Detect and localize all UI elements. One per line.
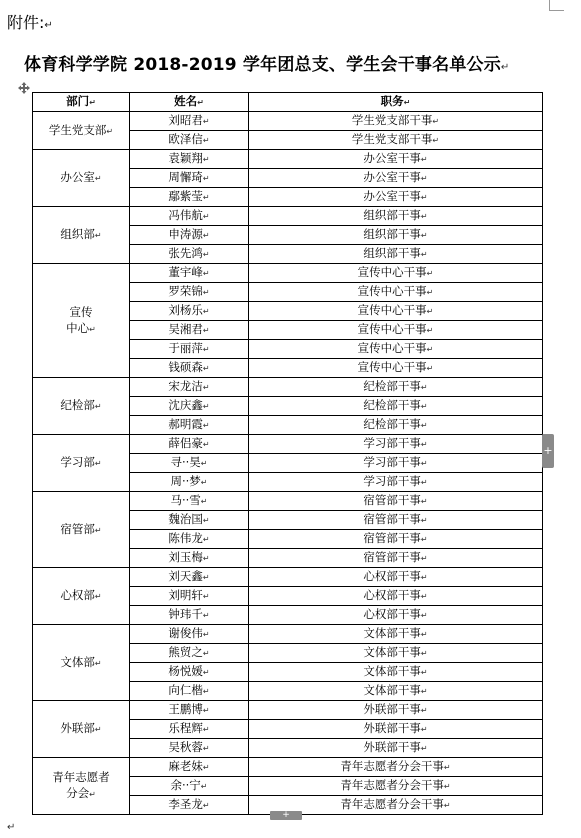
table-row	[33, 625, 543, 644]
page-corner-mark	[549, 0, 564, 11]
move-icon[interactable]	[18, 82, 30, 94]
paragraph-mark: ↵	[202, 383, 210, 392]
name-text: 吴湘君	[168, 322, 203, 336]
paragraph-mark: ↵	[202, 212, 210, 221]
paragraph-mark: ↵	[420, 611, 428, 620]
position-cell	[249, 568, 543, 587]
position-text: 办公室干事	[363, 151, 421, 165]
dept-line: 中心	[66, 320, 90, 335]
header-name: 姓名↵	[130, 93, 249, 112]
paragraph-mark: ↵	[202, 174, 210, 183]
position-cell	[249, 321, 543, 340]
paragraph-mark: ↵	[202, 763, 210, 772]
paragraph-mark: ↵	[202, 193, 210, 202]
name-text: 乐程辉	[168, 721, 203, 735]
paragraph-mark: ↵	[420, 573, 428, 582]
paragraph-mark: ↵	[94, 658, 102, 668]
paragraph-mark: ↵	[420, 459, 428, 468]
position-text: 组织部干事	[363, 227, 421, 241]
position-text: 组织部干事	[363, 208, 421, 222]
position-text: 宣传中心干事	[357, 303, 427, 317]
name-cell	[130, 378, 249, 397]
paragraph-mark: ↵	[420, 630, 428, 639]
table-row	[33, 758, 543, 777]
paragraph-mark: ↵	[426, 345, 434, 354]
dept-cell	[33, 701, 130, 758]
position-cell	[249, 302, 543, 321]
dept-cell	[33, 207, 130, 264]
name-cell	[130, 739, 249, 758]
position-cell	[249, 131, 543, 150]
paragraph-mark: ↵	[420, 516, 428, 525]
name-text: 周懈琦	[168, 170, 203, 184]
paragraph-mark: ↵	[202, 421, 210, 430]
paragraph-mark: ↵	[202, 706, 210, 715]
name-text: 陈伟龙	[168, 531, 203, 545]
position-text: 青年志愿者分会干事	[340, 797, 444, 811]
position-text: 宣传中心干事	[357, 360, 427, 374]
paragraph-mark: ↵	[426, 288, 434, 297]
position-cell	[249, 150, 543, 169]
position-cell	[249, 435, 543, 454]
position-text: 学生党支部干事	[351, 132, 433, 146]
name-cell	[130, 416, 249, 435]
paragraph-mark: ↵	[202, 155, 210, 164]
name-text: 周··梦	[170, 474, 201, 488]
paragraph-mark: ↵	[420, 402, 428, 411]
paragraph-mark: ↵	[202, 231, 210, 240]
name-cell	[130, 454, 249, 473]
name-cell	[130, 568, 249, 587]
paragraph-mark: ↵	[202, 687, 210, 696]
paragraph-mark: ↵	[420, 592, 428, 601]
paragraph-mark: ↵	[500, 62, 510, 73]
name-cell	[130, 321, 249, 340]
name-text: 申涛源	[168, 227, 203, 241]
name-text: 张先鸿	[168, 246, 203, 260]
position-text: 文体部干事	[363, 626, 421, 640]
paragraph-mark: ↵	[420, 706, 428, 715]
name-cell	[130, 511, 249, 530]
position-cell	[249, 397, 543, 416]
name-cell	[130, 625, 249, 644]
name-text: 熊贸之	[168, 645, 203, 659]
paragraph-mark: ↵	[443, 801, 451, 810]
position-text: 学习部干事	[363, 474, 421, 488]
title-text: 体育科学学院 2018-2019 学年团总支、学生会干事名单公示	[24, 55, 501, 75]
position-text: 文体部干事	[363, 664, 421, 678]
paragraph-mark: ↵	[420, 193, 428, 202]
position-text: 宿管部干事	[363, 550, 421, 564]
name-text: 董宇峰	[168, 265, 203, 279]
plus-icon: +	[543, 444, 553, 457]
table-row	[33, 264, 543, 283]
paragraph-mark: ↵	[420, 155, 428, 164]
dept-cell	[33, 492, 130, 568]
position-cell	[249, 112, 543, 131]
name-text: 薛侣豪	[168, 436, 203, 450]
position-cell	[249, 644, 543, 663]
position-cell	[249, 264, 543, 283]
position-cell	[249, 492, 543, 511]
dept-label: 外联部	[60, 721, 95, 735]
name-cell	[130, 245, 249, 264]
paragraph-mark: ↵	[89, 790, 96, 799]
paragraph-mark: ↵	[7, 822, 16, 833]
name-text: 马··雪	[170, 493, 201, 507]
paragraph-mark: ↵	[200, 497, 208, 506]
name-text: 余··宁	[170, 778, 201, 792]
add-row-bottom-button[interactable]	[270, 811, 302, 820]
table-row	[33, 435, 543, 454]
name-cell	[130, 359, 249, 378]
position-cell	[249, 625, 543, 644]
paragraph-mark: ↵	[202, 725, 210, 734]
paragraph-mark: ↵	[202, 345, 210, 354]
dept-cell	[33, 568, 130, 625]
paragraph-mark: ↵	[426, 326, 434, 335]
name-cell	[130, 397, 249, 416]
roster-body	[33, 112, 543, 815]
name-cell	[130, 131, 249, 150]
paragraph-mark: ↵	[420, 421, 428, 430]
paragraph-mark: ↵	[202, 250, 210, 259]
name-text: 钱硕森	[168, 360, 203, 374]
paragraph-mark: ↵	[94, 525, 102, 535]
name-cell	[130, 663, 249, 682]
position-cell	[249, 473, 543, 492]
paragraph-mark: ↵	[202, 269, 210, 278]
position-cell	[249, 283, 543, 302]
dept-line: 分会	[66, 786, 90, 800]
paragraph-mark: ↵	[420, 383, 428, 392]
paragraph-mark: ↵	[200, 478, 208, 487]
paragraph-mark: ↵	[420, 250, 428, 259]
name-text: 刘杨乐	[168, 303, 203, 317]
header-position: 职务↵	[249, 93, 543, 112]
paragraph-mark: ↵	[94, 725, 102, 734]
name-cell	[130, 340, 249, 359]
paragraph-mark: ↵	[420, 212, 428, 221]
name-cell	[130, 587, 249, 606]
paragraph-mark: ↵	[426, 307, 434, 316]
dept-label: 纪检部	[60, 398, 95, 412]
position-text: 宣传中心干事	[357, 284, 427, 298]
name-text: 王鹏博	[168, 702, 203, 716]
name-text: 宋龙洁	[168, 379, 203, 393]
name-cell	[130, 644, 249, 663]
name-cell	[130, 283, 249, 302]
name-cell	[130, 226, 249, 245]
dept-line: 青年志愿者	[52, 770, 110, 784]
position-text: 宿管部干事	[363, 531, 421, 545]
name-text: 李圣龙	[168, 797, 203, 811]
paragraph-mark: ↵	[420, 478, 428, 487]
paragraph-mark: ↵	[202, 801, 210, 810]
name-text: 魏治国	[168, 512, 203, 526]
position-cell	[249, 340, 543, 359]
paragraph-mark: ↵	[420, 687, 428, 696]
table-row	[33, 701, 543, 720]
position-text: 文体部干事	[363, 645, 421, 659]
paragraph-mark: ↵	[202, 554, 210, 563]
position-cell	[249, 416, 543, 435]
dept-cell	[33, 625, 130, 701]
position-cell	[249, 663, 543, 682]
page-title	[24, 50, 510, 75]
position-cell	[249, 169, 543, 188]
position-cell	[249, 682, 543, 701]
position-text: 青年志愿者分会干事	[340, 778, 444, 792]
paragraph-mark: ↵	[432, 136, 440, 145]
name-text: 鄢紫莹	[168, 189, 203, 203]
dept-cell	[33, 112, 130, 150]
position-cell	[249, 587, 543, 606]
position-text: 办公室干事	[363, 189, 421, 203]
dept-cell	[33, 150, 130, 207]
name-cell	[130, 169, 249, 188]
name-cell	[130, 150, 249, 169]
position-cell	[249, 530, 543, 549]
paragraph-mark: ↵	[420, 535, 428, 544]
dept-cell	[33, 264, 130, 378]
name-text: 向仁楷	[168, 683, 203, 697]
dept-label: 心权部	[60, 588, 95, 602]
table-row	[33, 207, 543, 226]
paragraph-mark: ↵	[94, 231, 102, 240]
position-text: 心权部干事	[363, 588, 421, 602]
name-cell	[130, 777, 249, 796]
dept-cell	[33, 435, 130, 492]
table-header-row	[33, 93, 543, 112]
name-text: 罗荣锦	[168, 284, 203, 298]
paragraph-mark: ↵	[94, 174, 102, 183]
name-cell	[130, 606, 249, 625]
dept-cell	[33, 758, 130, 815]
position-text: 心权部干事	[363, 569, 421, 583]
paragraph-mark: ↵	[420, 440, 428, 449]
position-text: 组织部干事	[363, 246, 421, 260]
name-text: 于丽萍	[168, 341, 203, 355]
paragraph-mark: ↵	[202, 136, 210, 145]
dept-line: 宣传	[69, 304, 93, 319]
paragraph-mark: ↵	[420, 649, 428, 658]
paragraph-mark: ↵	[420, 497, 428, 506]
dept-cell	[33, 378, 130, 435]
name-text: 刘玉梅	[168, 550, 203, 564]
name-cell	[130, 796, 249, 815]
dept-label: 学生党支部	[48, 122, 107, 137]
paragraph-mark: ↵	[443, 782, 451, 791]
name-cell	[130, 530, 249, 549]
table-row	[33, 492, 543, 511]
position-cell	[249, 454, 543, 473]
name-cell	[130, 720, 249, 739]
paragraph-mark: ↵	[94, 402, 102, 411]
position-cell	[249, 207, 543, 226]
position-cell	[249, 188, 543, 207]
position-text: 宿管部干事	[363, 493, 421, 507]
name-cell	[130, 188, 249, 207]
position-text: 宿管部干事	[363, 512, 421, 526]
name-text: 欧泽信	[168, 132, 203, 146]
paragraph-mark: ↵	[420, 174, 428, 183]
name-cell	[130, 302, 249, 321]
paragraph-mark: ↵	[420, 231, 428, 240]
name-text: 沈庆鑫	[168, 398, 203, 412]
paragraph-mark: ↵	[202, 288, 210, 297]
position-cell	[249, 606, 543, 625]
position-text: 纪检部干事	[363, 398, 421, 412]
paragraph-mark: ↵	[202, 402, 210, 411]
name-cell	[130, 264, 249, 283]
dept-label: 学习部	[60, 455, 95, 469]
paragraph-mark: ↵	[202, 668, 210, 677]
name-text: 刘昭君	[168, 113, 203, 127]
paragraph-mark: ↵	[200, 782, 208, 791]
name-cell	[130, 112, 249, 131]
name-cell	[130, 492, 249, 511]
dept-label: 文体部	[60, 654, 95, 669]
name-text: 麻老妹	[168, 759, 203, 773]
position-text: 青年志愿者分会干事	[340, 759, 444, 773]
paragraph-mark: ↵	[202, 535, 210, 544]
table-row	[33, 150, 543, 169]
name-text: 刘天鑫	[168, 569, 203, 583]
position-text: 文体部干事	[363, 683, 421, 697]
position-text: 纪检部干事	[363, 379, 421, 393]
name-text: 寻··昊	[170, 455, 201, 469]
paragraph-mark: ↵	[420, 744, 428, 753]
position-cell	[249, 701, 543, 720]
name-cell	[130, 435, 249, 454]
paragraph-mark: ↵	[89, 324, 96, 334]
paragraph-mark: ↵	[202, 307, 210, 316]
paragraph-mark: ↵	[202, 592, 210, 601]
position-cell	[249, 226, 543, 245]
table-row	[33, 112, 543, 131]
paragraph-mark: ↵	[202, 440, 210, 449]
paragraph-mark: ↵	[420, 554, 428, 563]
position-text: 外联部干事	[363, 721, 421, 735]
position-text: 宣传中心干事	[357, 265, 427, 279]
position-text: 宣传中心干事	[357, 341, 427, 355]
name-cell	[130, 207, 249, 226]
paragraph-mark: ↵	[202, 649, 210, 658]
position-cell	[249, 549, 543, 568]
name-cell	[130, 549, 249, 568]
paragraph-mark: ↵	[432, 117, 440, 126]
position-cell	[249, 739, 543, 758]
dept-label: 宿管部	[60, 521, 95, 536]
table-row	[33, 378, 543, 397]
roster-table	[32, 92, 543, 815]
position-text: 学习部干事	[363, 455, 421, 469]
name-text: 刘明轩	[168, 588, 203, 602]
annex-text: 附件:	[7, 13, 45, 32]
position-text: 纪检部干事	[363, 417, 421, 431]
paragraph-mark: ↵	[202, 573, 210, 582]
position-cell	[249, 511, 543, 530]
paragraph-mark: ↵	[443, 763, 451, 772]
paragraph-mark: ↵	[200, 459, 208, 468]
paragraph-mark: ↵	[202, 630, 210, 639]
position-cell	[249, 359, 543, 378]
annex-label	[7, 10, 53, 33]
name-cell	[130, 701, 249, 720]
paragraph-mark: ↵	[202, 744, 210, 753]
position-text: 学习部干事	[363, 436, 421, 450]
name-cell	[130, 682, 249, 701]
paragraph-mark: ↵	[202, 326, 210, 335]
name-text: 杨悦媛	[168, 664, 203, 678]
position-cell	[249, 378, 543, 397]
header-dept: 部门↵	[33, 93, 130, 112]
paragraph-mark: ↵	[44, 20, 53, 31]
paragraph-mark: ↵	[94, 592, 102, 601]
paragraph-mark: ↵	[420, 668, 428, 677]
position-text: 外联部干事	[363, 702, 421, 716]
position-text: 学生党支部干事	[351, 113, 433, 127]
add-row-button[interactable]	[542, 434, 554, 468]
plus-icon: +	[282, 810, 290, 820]
paragraph-mark: ↵	[202, 516, 210, 525]
paragraph-mark: ↵	[202, 117, 210, 126]
position-cell	[249, 720, 543, 739]
paragraph-mark: ↵	[426, 269, 434, 278]
position-cell	[249, 758, 543, 777]
dept-label: 办公室	[60, 170, 95, 184]
name-text: 谢俊伟	[168, 626, 203, 640]
name-text: 袁颖翔	[168, 151, 203, 165]
paragraph-mark: ↵	[420, 725, 428, 734]
position-text: 外联部干事	[363, 740, 421, 754]
paragraph-mark: ↵	[426, 364, 434, 373]
name-cell	[130, 473, 249, 492]
paragraph-mark: ↵	[106, 126, 114, 136]
position-cell	[249, 245, 543, 264]
name-text: 冯伟航	[168, 208, 203, 222]
table-row	[33, 568, 543, 587]
name-cell	[130, 758, 249, 777]
position-text: 宣传中心干事	[357, 322, 427, 336]
name-text: 吴秋蓉	[168, 740, 203, 754]
position-cell	[249, 777, 543, 796]
paragraph-mark: ↵	[94, 459, 102, 468]
position-text: 办公室干事	[363, 170, 421, 184]
position-text: 心权部干事	[363, 607, 421, 621]
paragraph-mark: ↵	[202, 611, 210, 620]
dept-label: 组织部	[60, 227, 95, 241]
name-text: 钟玮千	[168, 607, 203, 621]
paragraph-mark: ↵	[202, 364, 210, 373]
name-text: 郝明霞	[168, 417, 203, 431]
